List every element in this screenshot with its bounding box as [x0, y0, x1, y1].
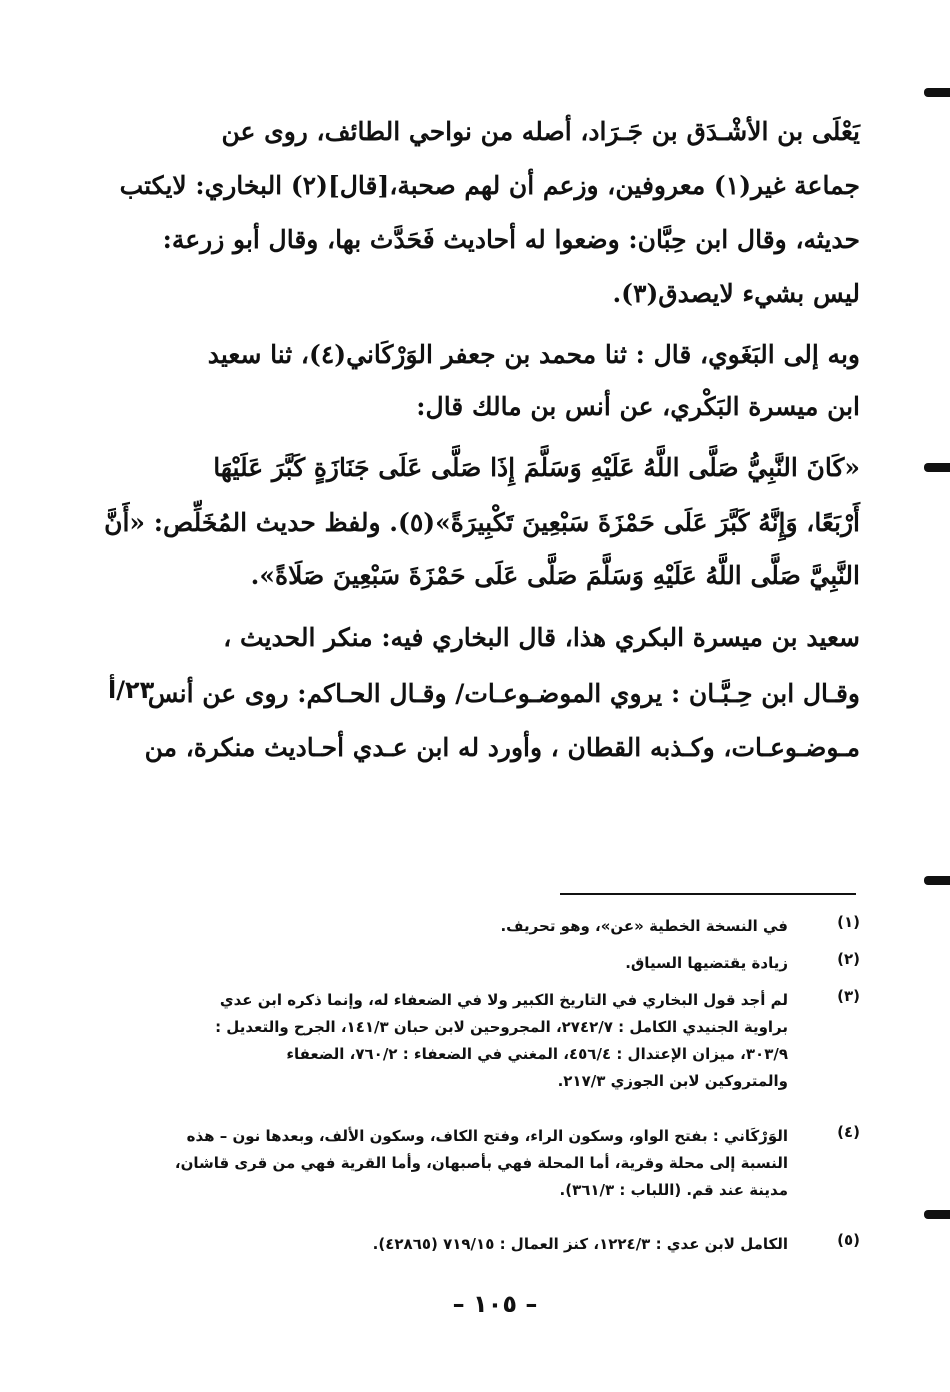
- text-line: جماعة غير(١) معروفين، وزعم أن لهم صحبة،[قال](٢) البخاري: لايكتب: [119, 171, 860, 200]
- text-line: وقـال ابن حِـبَّـان : يروي الموضـوعـات/ وقـال الحـاكم: روى عن أنس: [147, 679, 860, 708]
- footnote-number: (٤): [837, 1123, 860, 1141]
- text-line: أَرْبَعًا، وَإِنَّهُ كَبَّرَ عَلَى حَمْزَةَ سَبْعِينَ تَكْبِيرَةً»(٥). ولفظ حديث المُخَلِّص: «أَنَّ: [104, 508, 860, 537]
- footnote-text: ٣٠٣/٩، ميزان الإعتدال : ٤٥٦/٤، المغني في الضعفاء : ٧٦٠/٢، الضعفاء: [286, 1045, 788, 1063]
- text-line: النَّبِيَّ صَلَّى اللَّهُ عَلَيْهِ وَسَلَّمَ صَلَّى عَلَى حَمْزَةَ سَبْعِينَ صَلَاةً».: [250, 561, 860, 590]
- footnote-text: الوَرْكَاني : بفتح الواو، وسكون الراء، وفتح الكاف، وسكون الألف، وبعدها نون – هذه: [186, 1127, 788, 1145]
- edge-mark: [924, 88, 950, 97]
- text-line: سعيد بن ميسرة البكري هذا، قال البخاري فيه: منكر الحديث ،: [223, 623, 860, 652]
- footnote-text: النسبة إلى محلة وقرية، أما المحلة فهي بأصبهان، وأما القرية فهي من قرى قاشان،: [174, 1154, 788, 1172]
- footnote-text: لم أجد قول البخاري في التاريخ الكبير ولا في الضعفاء له، وإنما ذكره ابن عدي: [219, 991, 788, 1009]
- footnote-number: (٥): [837, 1231, 860, 1249]
- edge-mark: [924, 463, 950, 472]
- footnote-text: براوية الجنيدي الكامل : ٢٧٤٢/٧، المجروحين لابن حبان ١٤١/٣، الجرح والتعديل :: [215, 1018, 788, 1036]
- edge-mark: [924, 876, 950, 885]
- page-number: – ١٠٥ –: [452, 1290, 538, 1318]
- edge-mark: [924, 1210, 950, 1219]
- footnote-text: في النسخة الخطية «عن»، وهو تحريف.: [500, 917, 788, 935]
- manuscript-folio-ref: ٢٣/أ: [108, 676, 155, 704]
- footnote-text: مدينة عند قم. (اللباب : ٣٦١/٣).: [559, 1181, 788, 1199]
- footnote-number: (٢): [837, 950, 860, 968]
- text-line: ابن ميسرة البَكْري، عن أنس بن مالك قال:: [416, 392, 860, 421]
- footnote-separator: [560, 893, 856, 895]
- footnote-text: الكامل لابن عدي : ١٢٢٤/٣، كنز العمال : ٧١٩/١٥ (٤٢٨٦٥).: [372, 1235, 788, 1253]
- text-line: ليس بشيء لايصدق(٣).: [612, 279, 860, 308]
- footnote-number: (١): [837, 913, 860, 931]
- footnote-number: (٣): [837, 987, 860, 1005]
- text-line: حديثه، وقال ابن حِبَّان: وضعوا له أحاديث فَحَدَّث بها، وقال أبو زرعة:: [162, 225, 860, 254]
- text-line: يَعْلَى بن الأشْـدَق بن جَـرَاد، أصله من نواحي الطائف، روى عن: [221, 117, 860, 146]
- text-line: مـوضـوعـات، وكـذبه القطان ، وأورد له ابن عـدي أحـاديث منكرة، من: [144, 733, 860, 762]
- footnote-text: والمتروكين لابن الجوزي ٢١٧/٣.: [557, 1072, 788, 1090]
- footnote-text: زيادة يقتضيها السياق.: [625, 954, 788, 972]
- text-line: «كَانَ النَّبِيُّ صَلَّى اللَّهُ عَلَيْهِ وَسَلَّمَ إِذَا صَلَّى عَلَى جَنَازَةٍ كَبَّرَ عَلَيْهَا: [213, 453, 860, 482]
- text-line: وبه إلى البَغَوي، قال : ثنا محمد بن جعفر الوَرْكَاني(٤)، ثنا سعيد: [207, 340, 860, 369]
